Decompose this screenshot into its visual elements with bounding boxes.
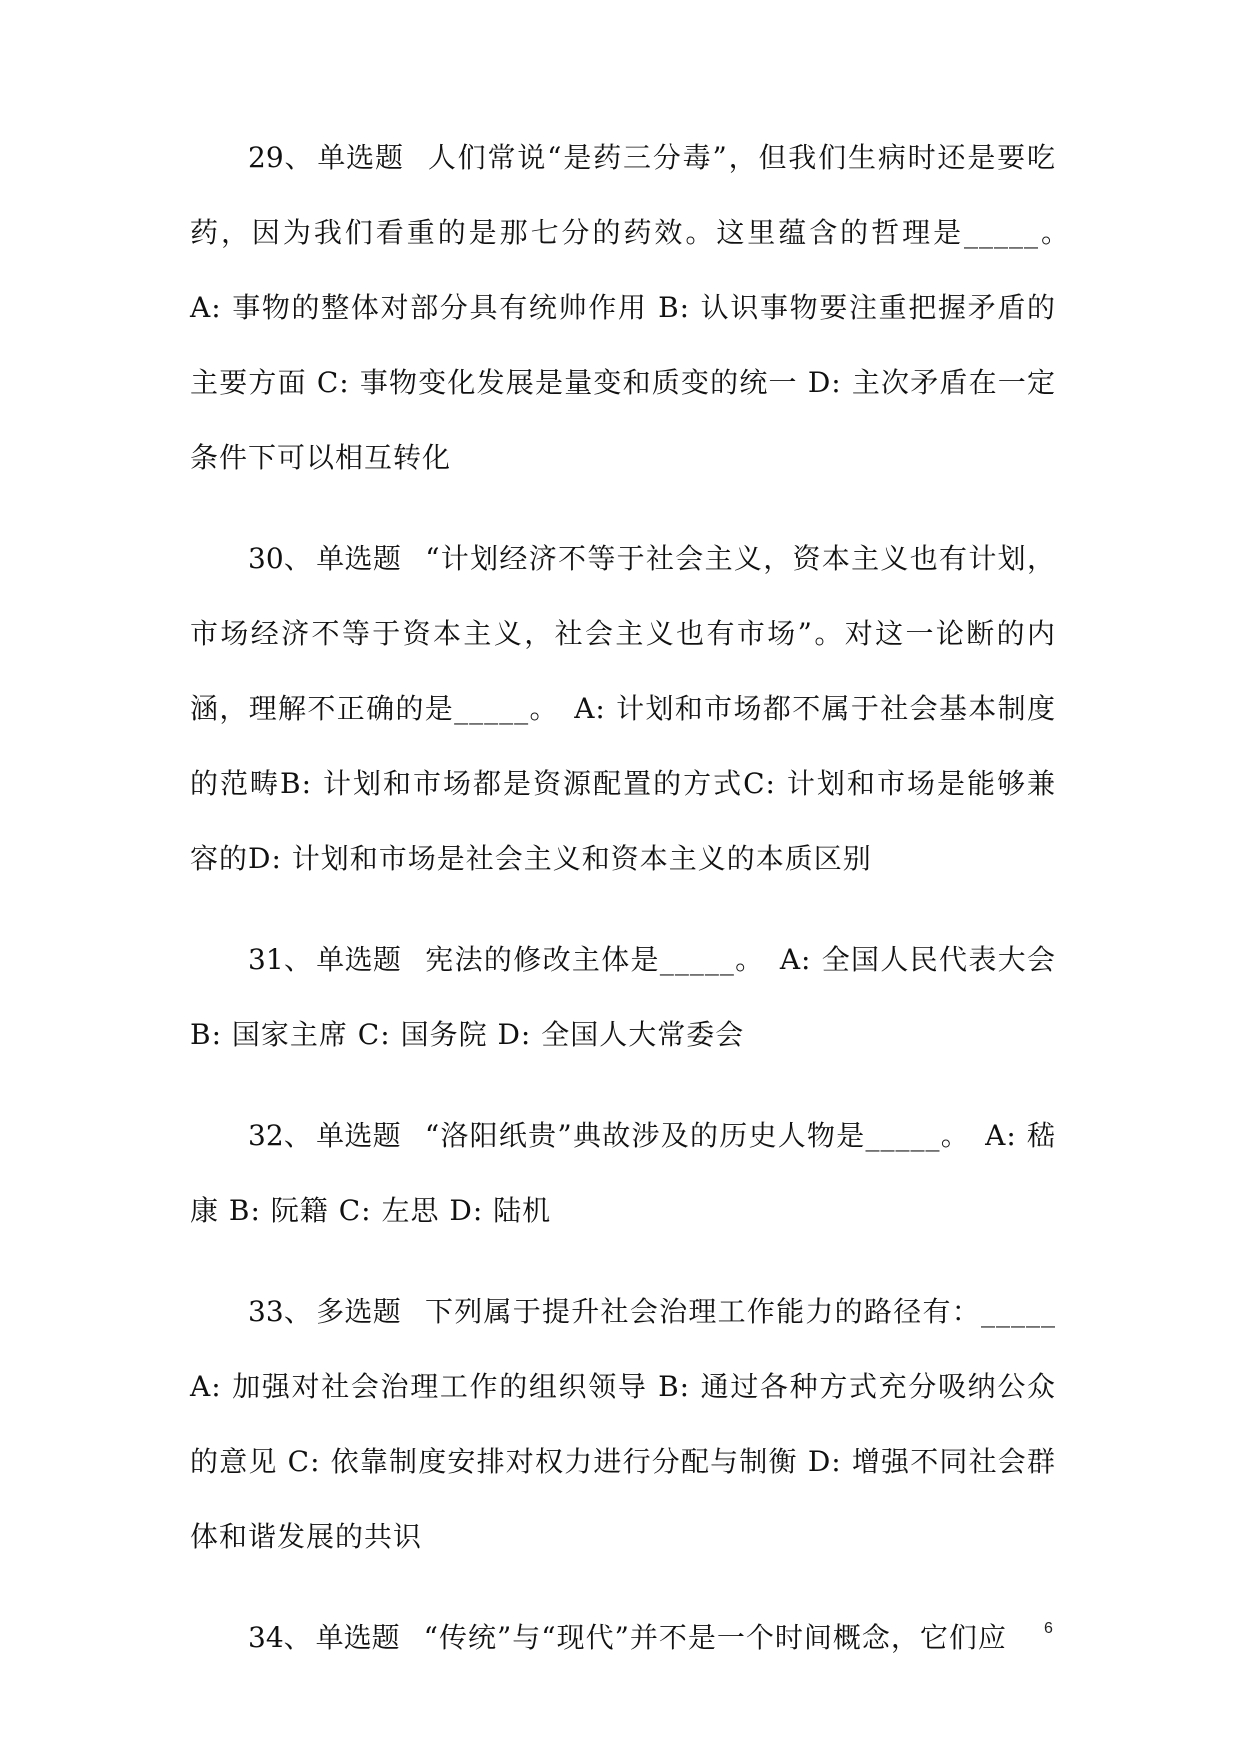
question-number: 33、 (248, 1295, 313, 1328)
question-number: 29、 (248, 141, 314, 174)
question-33 (190, 1274, 1085, 1574)
question-number: 30、 (248, 542, 313, 575)
question-list (190, 120, 1086, 1701)
question-text: 人们常说“是药三分毒”，但我们生病时还是要吃药，因为我们看重的是那七分的药效。这里蕴含的哲理是_____。 A: 事物的整体对部分具有统帅作用 B: 认识事物要注重把握矛盾的主要方面 C: 事物变化发展是量变和质变的统一 D: 主次矛盾在一定条件下可以相互转化 (190, 141, 1086, 474)
question-type: 单选题 (317, 141, 404, 174)
question-31 (190, 922, 1056, 1072)
question-type: 单选题 (316, 542, 402, 575)
question-type: 单选题 (316, 1119, 401, 1152)
question-number: 32、 (248, 1119, 313, 1152)
question-number: 31、 (248, 943, 313, 976)
question-type: 单选题 (315, 1621, 400, 1654)
question-34 (190, 1600, 1056, 1675)
page-number: 6 (1044, 1620, 1053, 1637)
question-text: “计划经济不等于社会主义，资本主义也有计划，市场经济不等于资本主义，社会主义也有市场”。对这一论断的内涵，理解不正确的是_____。 A: 计划和市场都不属于社会基本制度的范畴B: 计划和市场都是资源配置的方式C: 计划和市场是能够兼容的D: 计划和市场是社会主义和资本主义的本质区别 (190, 542, 1056, 875)
question-type: 多选题 (316, 1295, 401, 1328)
question-number: 34、 (248, 1621, 312, 1654)
question-32 (190, 1098, 1056, 1248)
question-text: 下列属于提升社会治理工作能力的路径有：_____ A: 加强对社会治理工作的组织领导 B: 通过各种方式充分吸纳公众的意见 C: 依靠制度安排对权力进行分配与制衡 D: 增强不同社会群体和谐发展的共识 (190, 1295, 1085, 1553)
question-30 (190, 521, 1056, 896)
question-text: “洛阳纸贵”典故涉及的历史人物是_____。 A: 嵇康 B: 阮籍 C: 左思 D: 陆机 (190, 1119, 1056, 1227)
question-text: “传统”与“现代”并不是一个时间概念，它们应 (423, 1621, 1007, 1654)
question-text: 宪法的修改主体是_____。 A: 全国人民代表大会 B: 国家主席 C: 国务院 D: 全国人大常委会 (190, 943, 1056, 1051)
question-type: 单选题 (316, 943, 402, 976)
question-29 (190, 120, 1086, 495)
